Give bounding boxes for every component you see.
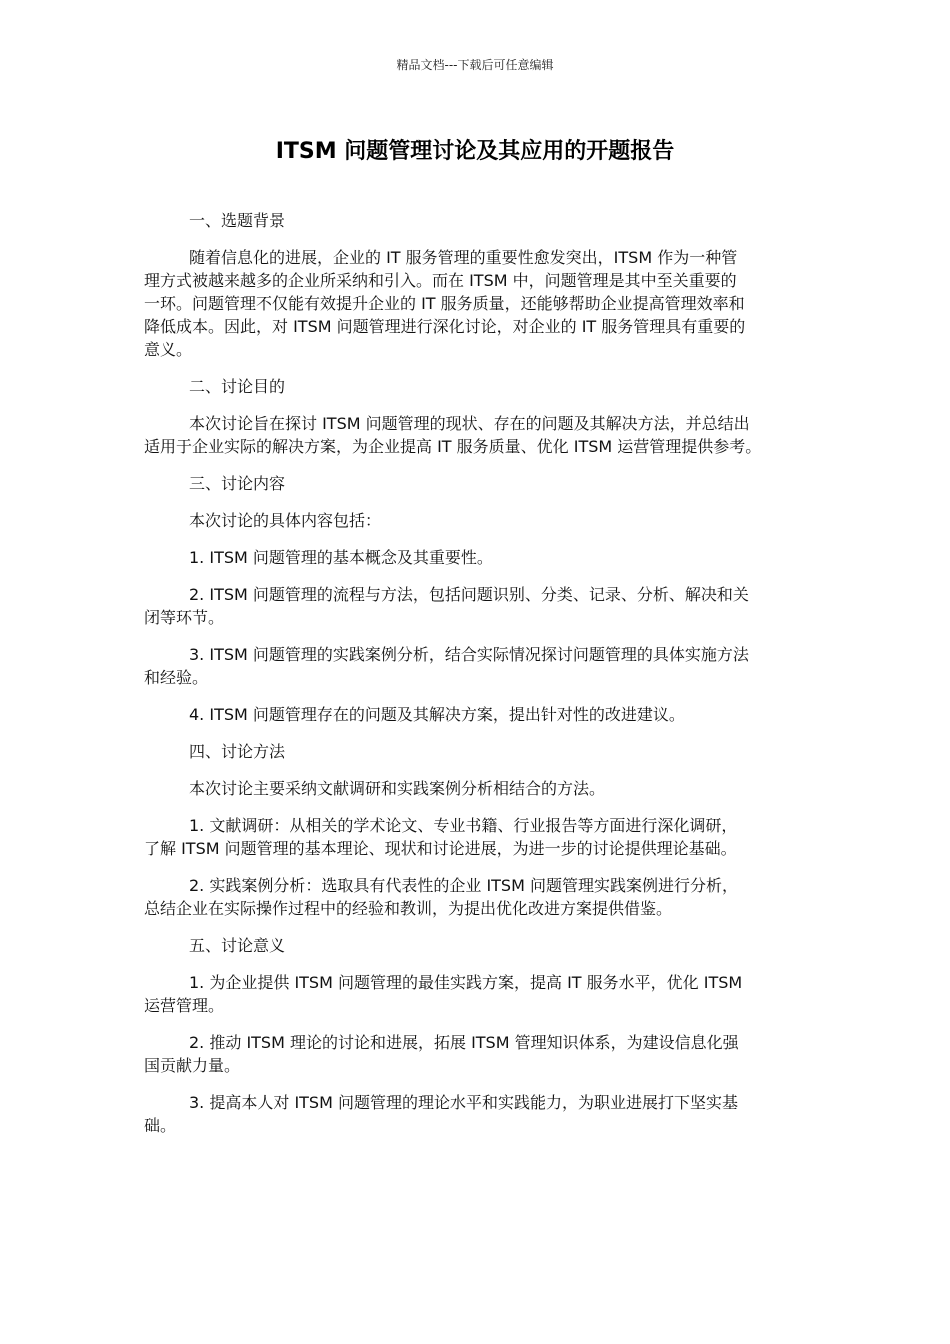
paragraph (144, 1091, 810, 1137)
paragraph (144, 777, 810, 800)
text-line: 五、讨论意义 (189, 936, 286, 955)
text-line: 1. 为企业提供 ITSM 问题管理的最佳实践方案，提高 IT 服务水平，优化 ITSM (189, 973, 743, 992)
paragraph (144, 1031, 810, 1077)
text-line: 降低成本。因此，对 ITSM 问题管理进行深化讨论，对企业的 IT 服务管理具有重要的 (144, 317, 746, 336)
paragraph (144, 546, 810, 569)
text-line: 1. 文献调研：从相关的学术论文、专业书籍、行业报告等方面进行深化调研， (189, 816, 738, 835)
text-line: 二、讨论目的 (189, 377, 286, 396)
text-line: 三、讨论内容 (189, 474, 286, 493)
text-line: 本次讨论旨在探讨 ITSM 问题管理的现状、存在的问题及其解决方法，并总结出 (189, 414, 750, 433)
paragraph (144, 412, 810, 458)
text-line: 2. ITSM 问题管理的流程与方法，包括问题识别、分类、记录、分析、解决和关 (189, 585, 749, 604)
text-line: 总结企业在实际操作过程中的经验和教训，为提出优化改进方案提供借鉴。 (144, 899, 673, 918)
text-line: 和经验。 (144, 668, 209, 687)
paragraph (144, 583, 810, 629)
text-line: 随着信息化的进展，企业的 IT 服务管理的重要性愈发突出，ITSM 作为一种管 (189, 248, 738, 267)
text-line: 1. ITSM 问题管理的基本概念及其重要性。 (189, 548, 493, 567)
paragraph (144, 874, 810, 920)
document-title: ITSM 问题管理讨论及其应用的开题报告 (275, 139, 675, 164)
text-line: 国贡献力量。 (144, 1056, 241, 1075)
paragraph (144, 375, 810, 398)
text-line: 2. 推动 ITSM 理论的讨论和进展，拓展 ITSM 管理知识体系，为建设信息化强 (189, 1033, 739, 1052)
text-line: 理方式被越来越多的企业所采纳和引入。而在 ITSM 中，问题管理是其中至关重要的 (144, 271, 737, 290)
paragraph (144, 209, 810, 232)
text-line: 了解 ITSM 问题管理的基本理论、现状和讨论进展，为进一步的讨论提供理论基础。 (144, 839, 737, 858)
text-line: 意义。 (144, 340, 193, 359)
text-line: 3. ITSM 问题管理的实践案例分析，结合实际情况探讨问题管理的具体实施方法 (189, 645, 749, 664)
paragraph (144, 643, 810, 689)
text-line: 一、选题背景 (189, 211, 286, 230)
paragraph (144, 934, 810, 957)
paragraph (144, 509, 810, 532)
text-line: 一环。问题管理不仅能有效提升企业的 IT 服务质量，还能够帮助企业提高管理效率和 (144, 294, 745, 313)
paragraph (144, 971, 810, 1017)
text-line: 础。 (144, 1116, 177, 1135)
document-body (144, 209, 810, 1151)
text-line: 本次讨论主要采纳文献调研和实践案例分析相结合的方法。 (189, 779, 606, 798)
page-header: 精品文档---下载后可任意编辑 (396, 58, 554, 72)
paragraph (144, 246, 810, 361)
text-line: 本次讨论的具体内容包括： (189, 511, 382, 530)
paragraph (144, 814, 810, 860)
text-line: 2. 实践案例分析：选取具有代表性的企业 ITSM 问题管理实践案例进行分析， (189, 876, 738, 895)
text-line: 四、讨论方法 (189, 742, 286, 761)
text-line: 适用于企业实际的解决方案，为企业提高 IT 服务质量、优化 ITSM 运营管理提供参考。 (144, 437, 762, 456)
paragraph (144, 703, 810, 726)
paragraph (144, 472, 810, 495)
text-line: 运营管理。 (144, 996, 225, 1015)
text-line: 3. 提高本人对 ITSM 问题管理的理论水平和实践能力，为职业进展打下坚实基 (189, 1093, 738, 1112)
text-line: 4. ITSM 问题管理存在的问题及其解决方案，提出针对性的改进建议。 (189, 705, 685, 724)
paragraph (144, 740, 810, 763)
text-line: 闭等环节。 (144, 608, 225, 627)
